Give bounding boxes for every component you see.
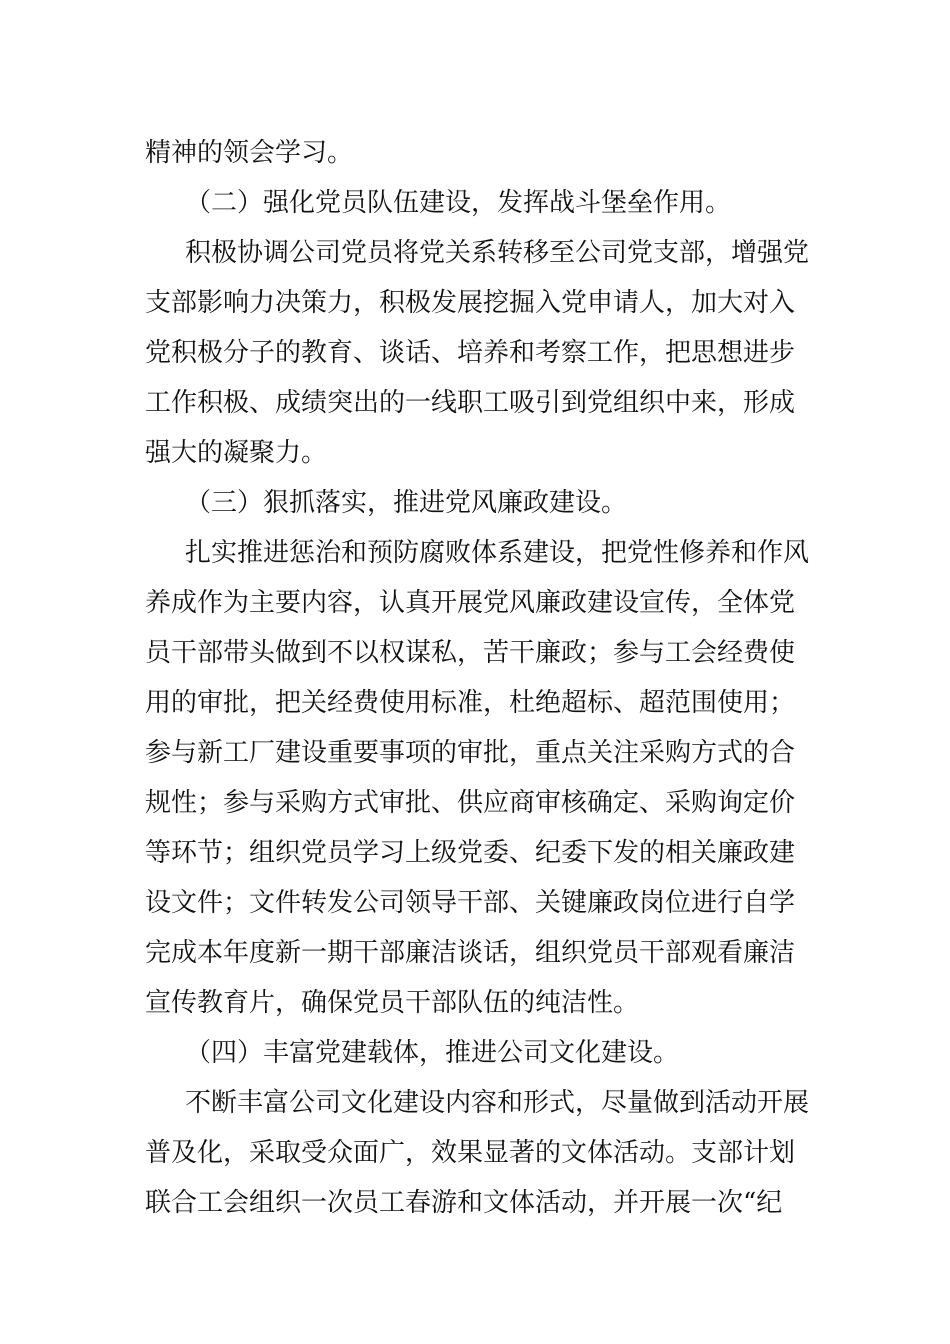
text-line-7: 强大的凝聚力。 — [145, 438, 328, 468]
text-line-21: 普及化，采取受众面广，效果显著的文体活动。支部计划 — [145, 1138, 796, 1168]
text-line-22: 联合工会组织一次员工春游和文体活动，并开展一次“纪 — [145, 1188, 783, 1218]
text-line-6: 工作积极、成绩突出的一线职工吸引到党组织中来，形成 — [145, 388, 796, 418]
text-line-18: 宣传教育片，确保党员干部队伍的纯洁性。 — [145, 988, 640, 1018]
text-line-4: 支部影响力决策力，积极发展挖掘入党申请人，加大对入 — [145, 288, 796, 318]
text-line-17: 完成本年度新一期干部廉洁谈话，组织党员干部观看廉洁 — [145, 938, 796, 968]
text-line-16: 设文件；文件转发公司领导干部、关键廉政岗位进行自学 — [145, 888, 796, 918]
text-line-15: 等环节；组织党员学习上级党委、纪委下发的相关廉政建 — [145, 838, 796, 868]
section-heading-2: （二）强化党员队伍建设，发挥战斗堡垒作用。 — [185, 188, 732, 218]
section-heading-3: （三）狠抓落实，推进党风廉政建设。 — [185, 488, 628, 518]
text-line-5: 党积极分子的教育、谈话、培养和考察工作，把思想进步 — [145, 338, 796, 368]
text-line-12: 用的审批，把关经费使用标准，杜绝超标、超范围使用； — [145, 688, 796, 718]
text-line-9: 扎实推进惩治和预防腐败体系建设，把党性修养和作风 — [185, 538, 810, 568]
text-line-1: 精神的领会学习。 — [145, 138, 354, 168]
text-line-13: 参与新工厂建设重要事项的审批，重点关注采购方式的合 — [145, 738, 796, 768]
text-line-20: 不断丰富公司文化建设内容和形式，尽量做到活动开展 — [185, 1088, 810, 1118]
text-line-11: 员干部带头做到不以权谋私，苦干廉政；参与工会经费使 — [145, 638, 796, 668]
text-line-14: 规性；参与采购方式审批、供应商审核确定、采购询定价 — [145, 788, 796, 818]
text-line-10: 养成作为主要内容，认真开展党风廉政建设宣传，全体党 — [145, 588, 796, 618]
text-line-3: 积极协调公司党员将党关系转移至公司党支部，增强党 — [185, 238, 810, 268]
section-heading-4: （四）丰富党建载体，推进公司文化建设。 — [185, 1038, 680, 1068]
